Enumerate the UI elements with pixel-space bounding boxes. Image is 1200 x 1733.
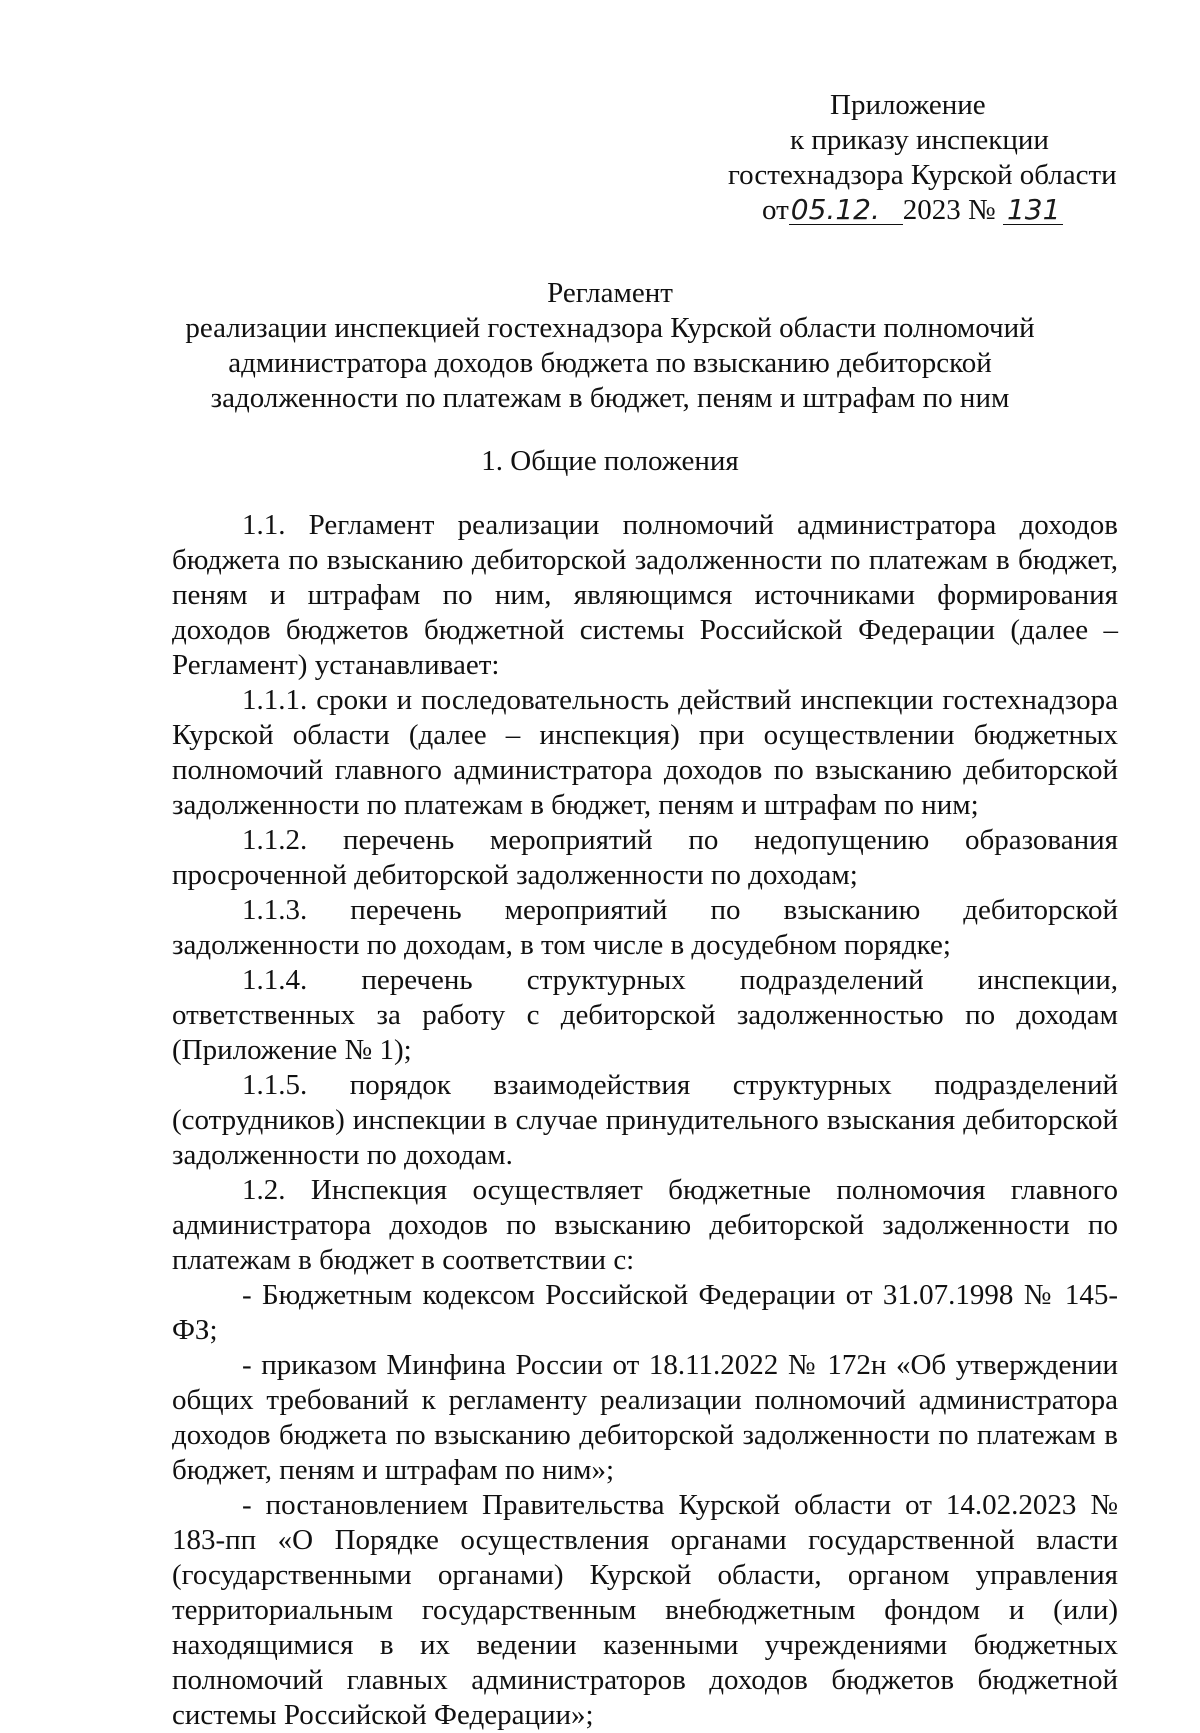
paragraph-1-1-5: 1.1.5. порядок взаимодействия структурных подразделений (сотрудников) инспекции в случае принудительного взыскания дебиторской задолженности по доходам. [172,1069,1118,1171]
annex-date-line [700,193,1130,228]
paragraph-1-1-3: 1.1.3. перечень мероприятий по взысканию дебиторской задолженности по доходам, в том числе в досудебном порядке; [172,894,1118,961]
annex-year: 2023 № [902,194,996,226]
annex-line-3: гостехнадзора Курской области [728,159,1117,191]
paragraph-1-1-2: 1.1.2. перечень мероприятий по недопущению образования просроченной дебиторской задолженности по доходам; [172,824,1118,891]
title-line-2: реализации инспекцией гостехнадзора Курской области полномочий [185,312,1035,344]
annex-block [700,88,1130,228]
paragraph-1-1-4: 1.1.4. перечень структурных подразделений инспекции, ответственных за работу с дебиторской задолженностью по доходам (Приложение № 1); [172,964,1118,1066]
document-body [172,508,1118,1733]
paragraph-1-2: 1.2. Инспекция осуществляет бюджетные полномочия главного администратора доходов по взысканию дебиторской задолженности по платежам в бюджет в соответствии с: [172,1174,1118,1276]
list-item-government-resolution: - постановлением Правительства Курской области от 14.02.2023 № 183-пп «О Порядке осуществления органами государственной власти (государственными органами) Курской области, органом управления территориальным государственным внебюджетным фондом и (или) находящимися в их ведении казенными учреждениями бюджетных полномочий главных администраторов доходов бюджетов бюджетной системы Российской Федерации»; [172,1489,1118,1731]
paragraph-1-1: 1.1. Регламент реализации полномочий администратора доходов бюджета по взысканию дебиторской задолженности по платежам в бюджет, пеням и штрафам по ним, являющимся источниками формирования доходов бюджетов бюджетной системы Российской Федерации (далее – Регламент) устанавливает: [172,509,1118,681]
list-item-minfin-order: - приказом Минфина России от 18.11.2022 № 172н «Об утверждении общих требований к регламенту реализации полномочий администратора доходов бюджета по взысканию дебиторской задолженности по платежам в бюджет, пеням и штрафам по ним»; [172,1349,1118,1486]
list-item-budget-code: - Бюджетным кодексом Российской Федерации от 31.07.1998 № 145-ФЗ; [172,1279,1118,1346]
section-heading: 1. Общие положения [481,445,739,477]
paragraph-1-1-1: 1.1.1. сроки и последовательность действий инспекции гостехнадзора Курской области (далее – инспекция) при осуществлении бюджетных полномочий главного администратора доходов по взысканию дебиторской задолженности по платежам в бюджет, пеням и штрафам по ним; [172,684,1118,821]
annex-date-prefix: от [762,194,789,226]
title-line-4: задолженности по платежам в бюджет, пеням и штрафам по ним [210,382,1010,414]
document-title [170,276,1050,416]
handwritten-date: 05.12. [789,196,903,225]
title-line-3: администратора доходов бюджета по взысканию дебиторской [228,347,992,379]
handwritten-number: 131 [1003,196,1063,225]
annex-line-2: к приказу инспекции [790,124,1049,156]
annex-line-1: Приложение [830,89,986,121]
title-line-1: Регламент [547,277,673,309]
